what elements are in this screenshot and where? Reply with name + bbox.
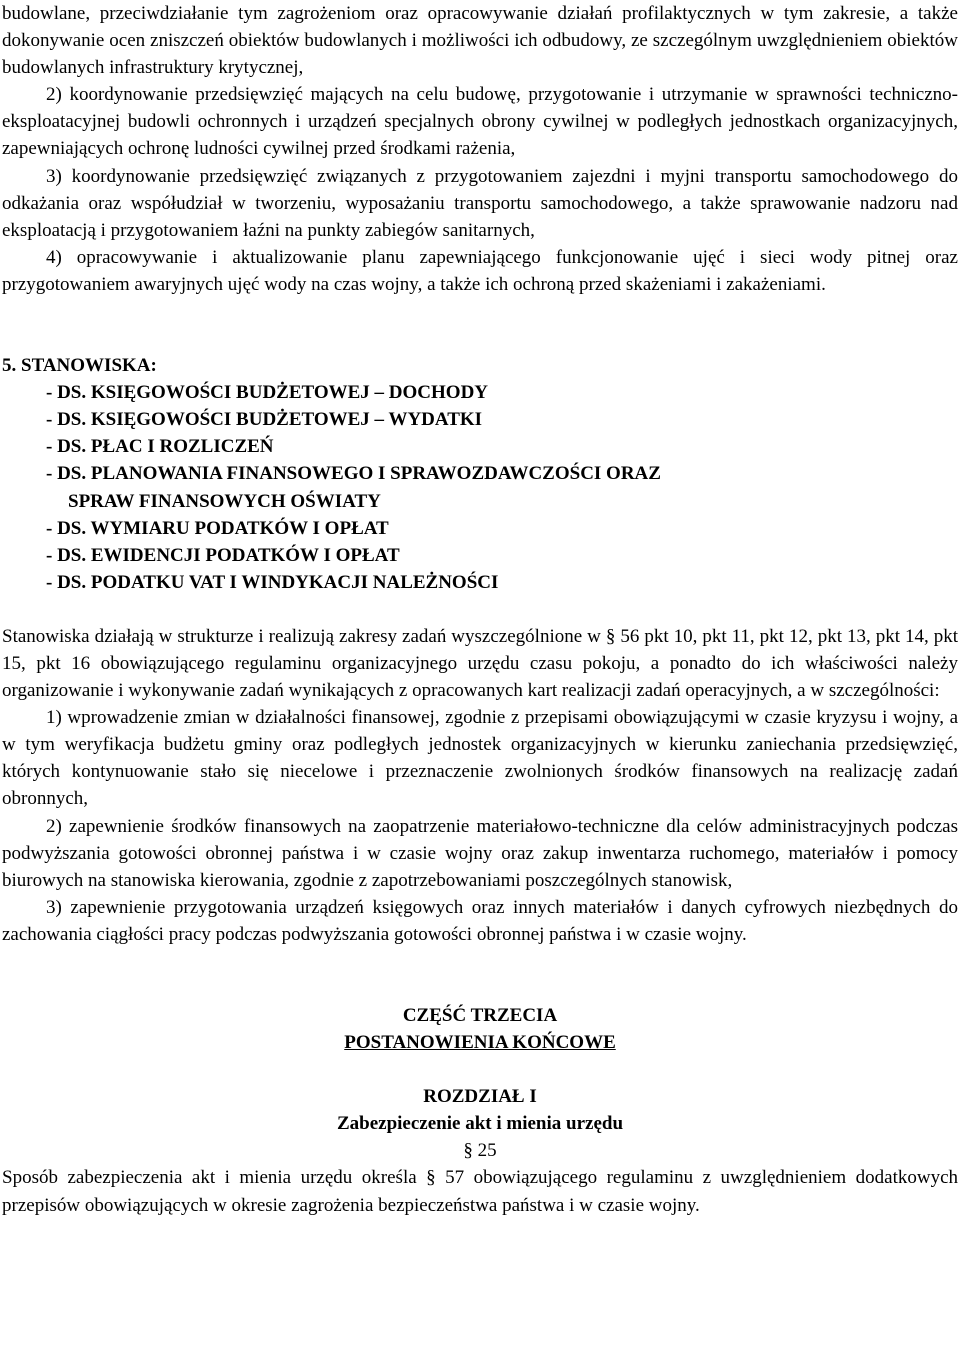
spacer bbox=[2, 298, 958, 352]
positions-list bbox=[2, 379, 958, 596]
spacer bbox=[2, 596, 958, 623]
part-title: CZĘŚĆ TRZECIA bbox=[402, 1005, 558, 1026]
intro-item-2: 2) koordynowanie przedsięwzięć mających na celu budowę, przygotowanie i utrzymanie w sprawności techniczno-eksploatacyjnej budowli ochronnych i urządzeń specjalnych obrony cywilnej w podległych jednostkach organizacyjnych, zapewniających ochronę ludności cywilnej przed środkami rażenia, bbox=[2, 84, 958, 160]
body-item-2: 2) zapewnienie środków finansowych na zaopatrzenie materiałowo-techniczne dla celów administracyjnych podczas podwyższania gotowości obronnej państwa i w czasie wojny oraz zakup inwentarza ruchomego, materiałów i pomocy biurowych na stanowiska kierowania, zgodnie z zapotrzebowaniami poszczególnych stanowisk, bbox=[2, 815, 958, 891]
position-item: - DS. PODATKU VAT I WINDYKACJI NALEŻNOŚCI bbox=[46, 571, 499, 593]
chapter-title: ROZDZIAŁ I bbox=[423, 1086, 537, 1108]
position-item: - DS. WYMIARU PODATKÓW I OPŁAT bbox=[46, 517, 389, 539]
spacer bbox=[2, 948, 958, 1002]
position-item: - DS. KSIĘGOWOŚCI BUDŻETOWEJ – WYDATKI bbox=[46, 409, 483, 431]
position-item: - DS. PŁAC I ROZLICZEŃ bbox=[46, 436, 274, 458]
position-item: - DS. EWIDENCJI PODATKÓW I OPŁAT bbox=[46, 544, 400, 566]
chapter-text: Sposób zabezpieczenia akt i mienia urzędu określa § 57 obowiązującego regulaminu z uwzględnieniem dodatkowych przepisów obowiązujących w okresie zagrożenia bezpieczeństwa państwa i w czasie wojny. bbox=[2, 1167, 958, 1216]
position-item-continuation: SPRAW FINANSOWYCH OŚWIATY bbox=[68, 490, 381, 512]
position-item: - DS. PLANOWANIA FINANSOWEGO I SPRAWOZDAWCZOŚCI ORAZ bbox=[46, 463, 661, 485]
intro-paragraph: budowlane, przeciwdziałanie tym zagrożeniom oraz opracowywanie działań profilaktycznych w tym zakresie, a także dokonywanie ocen zniszczeń obiektów budowlanych i możliwości ich odbudowy, ze szczególnym uwzględnieniem obiektów budowlanych infrastruktury krytycznej, bbox=[2, 3, 958, 79]
section-5-heading: 5. STANOWISKA: bbox=[2, 355, 157, 377]
intro-item-4: 4) opracowywanie i aktualizowanie planu zapewniającego funkcjonowanie ujęć i sieci wody pitnej oraz przygotowaniem awaryjnych ujęć wody na czas wojny, a także ich ochroną przed skażeniami i zakażeniami. bbox=[2, 246, 958, 295]
position-item: - DS. KSIĘGOWOŚCI BUDŻETOWEJ – DOCHODY bbox=[46, 382, 489, 404]
paragraph-sign: § 25 bbox=[463, 1140, 497, 1162]
body-item-1: 1) wprowadzenie zmian w działalności finansowej, zgodnie z przepisami obowiązującymi w czasie kryzysu i wojny, a w tym weryfikacja budżetu gminy oraz podległych jednostek organizacyjnych w kierunku zaniechania przedsięwzięć, których kontynuowanie stało się niecelowe i przeznaczenie zwolnionych środków finansowych na realizację zadań obronnych, bbox=[2, 707, 958, 810]
spacer bbox=[2, 1056, 958, 1083]
intro-item-3: 3) koordynowanie przedsięwzięć związanych z przygotowaniem zajezdni i myjni transportu samochodowego do odkażania oraz współudział w tworzeniu, wyposażaniu transportu samochodowego, a także sprawowanie nadzoru nad eksploatacją i przygotowaniem łaźni na punkty zabiegów sanitarnych, bbox=[2, 165, 958, 241]
body-paragraph: Stanowiska działają w strukturze i realizują zakresy zadań wyszczególnione w § 56 pkt 10, pkt 11, pkt 12, pkt 13, pkt 14, pkt 15, pkt 16 obowiązującego regulaminu organizacyjnego urzędu czasu pokoju, a ponadto do ich właściwości należy organizowanie i wykonywanie zadań wynikających z opracowanych kart realizacji zadań operacyjnych, a w szczególności: bbox=[2, 625, 958, 702]
body-item-3: 3) zapewnienie przygotowania urządzeń księgowych oraz innych materiałów i danych cyfrowych niezbędnych do zachowania ciągłości pracy podczas podwyższania gotowości obronnej państwa i w czasie wojny. bbox=[2, 896, 958, 945]
chapter-subtitle: Zabezpieczenie akt i mienia urzędu bbox=[336, 1113, 624, 1135]
part-subtitle: POSTANOWIENIA KOŃCOWE bbox=[344, 1032, 616, 1054]
